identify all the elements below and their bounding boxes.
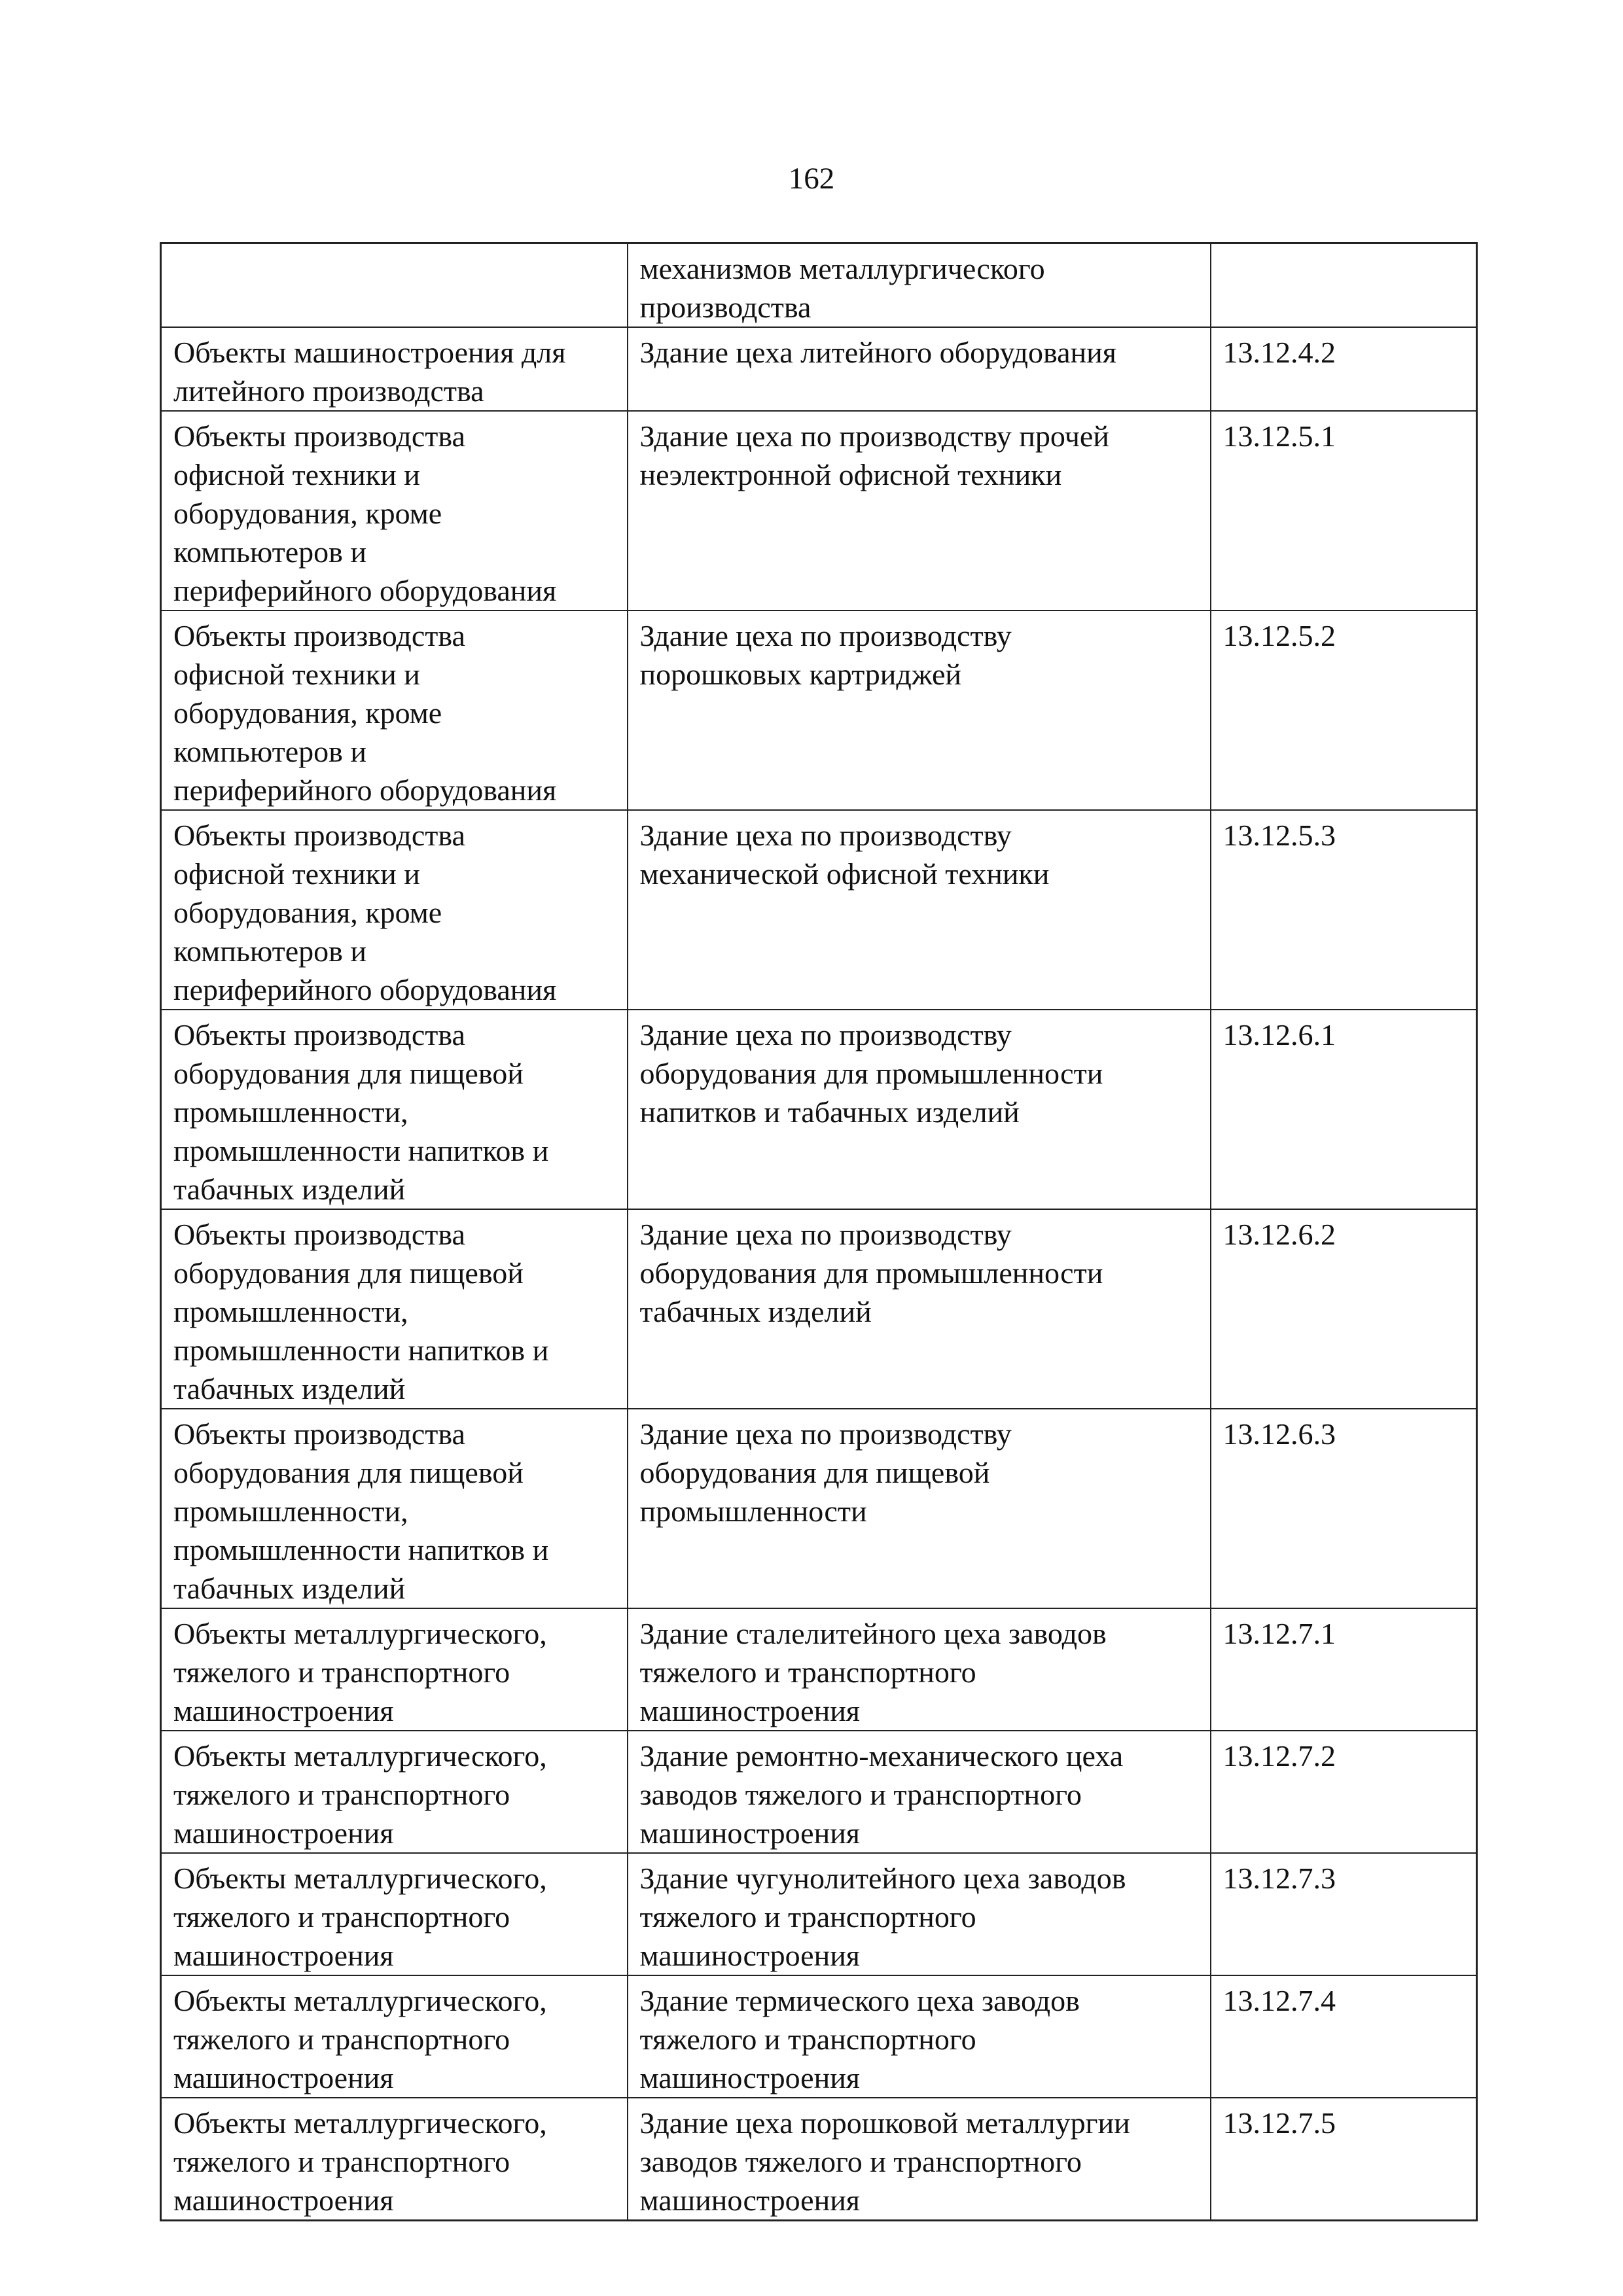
table-row — [161, 243, 1477, 328]
building-text: Здание цеха по производству прочей неэлектронной офисной техники — [639, 419, 1109, 491]
object-type-cell — [161, 1409, 628, 1608]
code-cell — [1211, 1853, 1477, 1975]
code-text: 13.12.7.5 — [1222, 2106, 1336, 2140]
building-cell — [628, 1975, 1211, 2098]
table-row — [161, 411, 1477, 610]
object-type-text: Объекты производства офисной техники и оборудования, кроме компьютеров и периферийного оборудования — [173, 419, 557, 607]
building-text: Здание цеха по производству оборудования для промышленности табачных изделий — [639, 1218, 1103, 1328]
code-cell — [1211, 1731, 1477, 1853]
object-type-text: Объекты металлургического, тяжелого и транспортного машиностроения — [173, 1984, 547, 2094]
object-type-text: Объекты металлургического, тяжелого и транспортного машиностроения — [173, 1739, 547, 1850]
code-cell — [1211, 1409, 1477, 1608]
code-cell — [1211, 1209, 1477, 1409]
object-type-text: Объекты металлургического, тяжелого и транспортного машиностроения — [173, 2106, 547, 2217]
object-type-cell — [161, 610, 628, 810]
building-text: Здание ремонтно-механического цеха заводов тяжелого и транспортного машиностроения — [639, 1739, 1124, 1850]
code-cell — [1211, 1010, 1477, 1209]
code-text: 13.12.7.3 — [1222, 1862, 1336, 1895]
building-cell — [628, 1010, 1211, 1209]
building-cell — [628, 327, 1211, 411]
object-type-text: Объекты производства оборудования для пищевой промышленности, промышленности напитков и табачных изделий — [173, 1018, 549, 1206]
building-text: Здание термического цеха заводов тяжелого и транспортного машиностроения — [639, 1984, 1080, 2094]
building-text: механизмов металлургического производства — [639, 252, 1045, 324]
code-cell — [1211, 411, 1477, 610]
code-text: 13.12.7.2 — [1222, 1739, 1336, 1773]
object-type-cell — [161, 1010, 628, 1209]
code-cell — [1211, 1608, 1477, 1731]
code-text: 13.12.7.4 — [1222, 1984, 1336, 2017]
table-row — [161, 1975, 1477, 2098]
object-type-cell — [161, 2098, 628, 2221]
object-type-cell — [161, 810, 628, 1010]
table-row — [161, 1010, 1477, 1209]
object-type-text: Объекты производства офисной техники и оборудования, кроме компьютеров и периферийного оборудования — [173, 819, 557, 1006]
building-text: Здание сталелитейного цеха заводов тяжелого и транспортного машиностроения — [639, 1617, 1107, 1727]
object-type-cell — [161, 243, 628, 328]
code-cell — [1211, 327, 1477, 411]
table-row — [161, 810, 1477, 1010]
code-text: 13.12.5.1 — [1222, 419, 1336, 453]
table-row — [161, 1853, 1477, 1975]
code-cell — [1211, 610, 1477, 810]
code-text: 13.12.7.1 — [1222, 1617, 1336, 1650]
building-cell — [628, 411, 1211, 610]
object-type-text: Объекты производства оборудования для пищевой промышленности, промышленности напитков и табачных изделий — [173, 1218, 549, 1405]
building-cell — [628, 2098, 1211, 2221]
object-type-cell — [161, 1608, 628, 1731]
table-row — [161, 1209, 1477, 1409]
building-text: Здание цеха по производству порошковых картриджей — [639, 619, 1012, 691]
code-cell — [1211, 1975, 1477, 2098]
building-text: Здание цеха по производству механической офисной техники — [639, 819, 1050, 891]
building-text: Здание цеха по производству оборудования для промышленности напитков и табачных изделий — [639, 1018, 1103, 1129]
table-row — [161, 1409, 1477, 1608]
building-cell — [628, 1608, 1211, 1731]
building-text: Здание цеха по производству оборудования для пищевой промышленности — [639, 1417, 1012, 1528]
table-row — [161, 1731, 1477, 1853]
building-text: Здание цеха литейного оборудования — [639, 336, 1116, 369]
table-row — [161, 610, 1477, 810]
code-text: 13.12.5.3 — [1222, 819, 1336, 852]
object-type-text: Объекты производства офисной техники и оборудования, кроме компьютеров и периферийного оборудования — [173, 619, 557, 807]
building-cell — [628, 243, 1211, 328]
table-row — [161, 2098, 1477, 2221]
building-cell — [628, 610, 1211, 810]
code-cell — [1211, 810, 1477, 1010]
building-cell — [628, 1853, 1211, 1975]
table-row — [161, 1608, 1477, 1731]
object-type-cell — [161, 411, 628, 610]
building-text: Здание чугунолитейного цеха заводов тяжелого и транспортного машиностроения — [639, 1862, 1126, 1972]
code-text: 13.12.6.3 — [1222, 1417, 1336, 1451]
object-type-text: Объекты металлургического, тяжелого и транспортного машиностроения — [173, 1617, 547, 1727]
code-text: 13.12.5.2 — [1222, 619, 1336, 652]
building-cell — [628, 1731, 1211, 1853]
building-cell — [628, 1409, 1211, 1608]
table-row — [161, 327, 1477, 411]
object-type-text: Объекты производства оборудования для пищевой промышленности, промышленности напитков и табачных изделий — [173, 1417, 549, 1605]
object-type-cell — [161, 1975, 628, 2098]
classification-table — [160, 242, 1478, 2221]
page-number: 162 — [788, 162, 835, 196]
object-type-cell — [161, 1731, 628, 1853]
code-text: 13.12.4.2 — [1222, 336, 1336, 369]
code-text: 13.12.6.1 — [1222, 1018, 1336, 1051]
building-text: Здание цеха порошковой металлургии заводов тяжелого и транспортного машиностроения — [639, 2106, 1130, 2217]
building-cell — [628, 810, 1211, 1010]
object-type-cell — [161, 1209, 628, 1409]
code-cell — [1211, 243, 1477, 328]
object-type-text: Объекты металлургического, тяжелого и транспортного машиностроения — [173, 1862, 547, 1972]
building-cell — [628, 1209, 1211, 1409]
code-text: 13.12.6.2 — [1222, 1218, 1336, 1251]
object-type-text: Объекты машиностроения для литейного производства — [173, 336, 566, 408]
code-cell — [1211, 2098, 1477, 2221]
object-type-cell — [161, 1853, 628, 1975]
object-type-cell — [161, 327, 628, 411]
